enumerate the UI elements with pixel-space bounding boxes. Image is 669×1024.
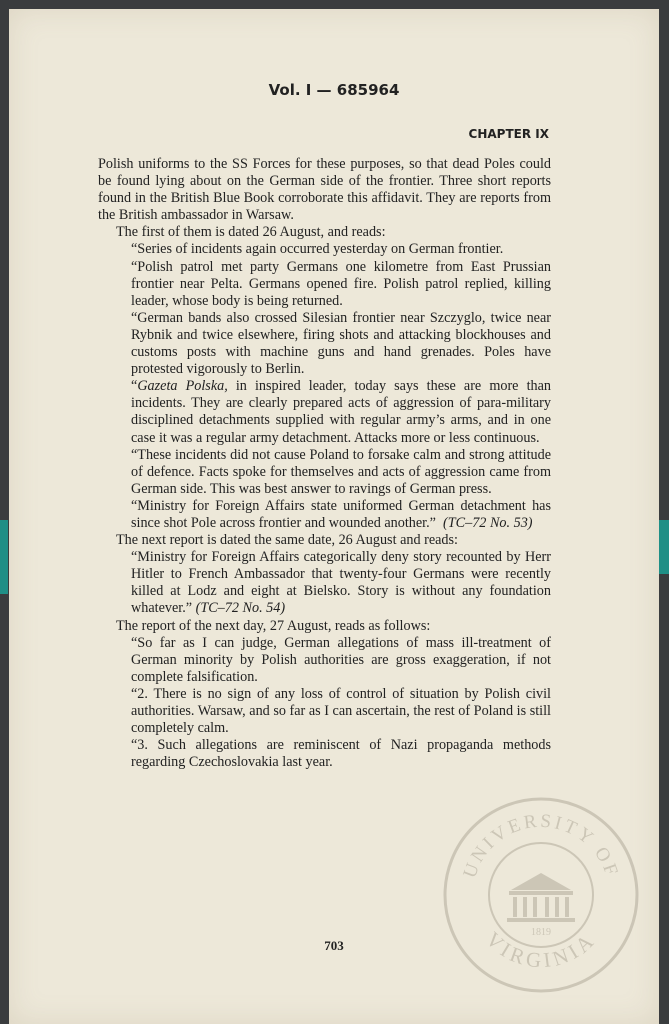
quoted-paragraph: “So far as I can judge, German allegations of mass ill-treatment of German minority by Polish authorities are gross exaggeration, if not complete falsification. [131, 634, 551, 685]
quoted-paragraph: “Polish patrol met party Germans one kilometre from East Prussian frontier near Pelta. Germans opened fire. Polish patrol replied, killing leader, whose body is being returned. [131, 258, 551, 309]
quoted-paragraph: “German bands also crossed Silesian frontier near Szczyglo, twice near Rybnik and twice elsewhere, firing shots and attacking blockhouses and customs posts with machine guns and hand grenades. Poles have protested vigorously to Berlin. [131, 309, 551, 378]
paragraph-text: “Ministry for Foreign Affairs state uniformed German detachment has since shot Pole across frontier and wounded another.” [131, 497, 551, 531]
paragraph: The next report is dated the same date, 26 August and reads: [116, 532, 458, 549]
quoted-paragraph: “3. Such allegations are reminiscent of Nazi propaganda methods regarding Czechoslovakia last year. [131, 737, 551, 771]
paragraph: The report of the next day, 27 August, reads as follows: [116, 617, 431, 634]
page-number: 703 [324, 938, 344, 953]
svg-text:UNIVERSITY OF [459, 811, 622, 881]
seal-bottom-text: VIRGINIA [481, 927, 601, 973]
body-text [98, 156, 551, 771]
seal-top-text: UNIVERSITY OF [459, 810, 623, 881]
running-head: Vol. I — 685964 [268, 81, 400, 99]
paragraph: The first of them is dated 26 August, and reads: [116, 224, 386, 241]
citation: (TC–72 No. 53) [443, 514, 533, 531]
quoted-paragraph: “These incidents did not cause Poland to forsake calm and strong attitude of defence. Facts spoke for themselves and acts of aggression came from German side. This was best answer to ravings of German press. [131, 446, 551, 497]
paragraph: Polish uniforms to the SS Forces for these purposes, so that dead Poles could be found lying about on the German side of the frontier. Three short reports found in the British Blue Book corroborate this affidavit. They are reports from the British ambassador in Warsaw. [98, 156, 551, 224]
document-page [9, 9, 659, 1024]
quoted-paragraph [98, 498, 551, 532]
chapter-label: CHAPTER IX [468, 127, 549, 141]
edge-tab-left [0, 520, 8, 594]
paragraph-text: in inspired leader, today says these are more than incidents. They are clearly prepared acts of aggression of para-military disciplined detachments supplied with regular army’s arms, and in one case it was a regular army detachment. Attacks more or less continuous. [131, 378, 551, 446]
quoted-paragraph [98, 549, 551, 617]
citation: (TC–72 No. 54) [195, 600, 286, 617]
quoted-paragraph: “2. There is no sign of any loss of control of situation by Polish civil authorities. Warsaw, and so far as I can ascertain, the rest of Poland is still completely calm. [131, 685, 551, 737]
rotunda-icon [507, 873, 575, 922]
quoted-paragraph: “Series of incidents again occurred yesterday on German frontier. [131, 241, 504, 258]
paragraph-text: “Ministry for Foreign Affairs categorically deny story recounted by Herr Hitler to French Ambassador that twenty-four Germans were recently killed at Lodz and eight at Bielsko. Story is without any foundation whatever.” [131, 549, 551, 617]
seal-year: 1819 [531, 927, 551, 938]
university-seal-watermark [441, 795, 641, 995]
edge-tab-right [659, 520, 669, 574]
quoted-paragraph: “Gazeta Polska, in inspired leader, today says these are more than incidents. They are clearly prepared acts of aggression of para-military disciplined detachments supplied with regular army’s arms, and in one case it was a regular army detachment. Attacks more or less continuous. [131, 378, 551, 446]
newspaper-title: Gazeta Polska, [137, 378, 228, 395]
